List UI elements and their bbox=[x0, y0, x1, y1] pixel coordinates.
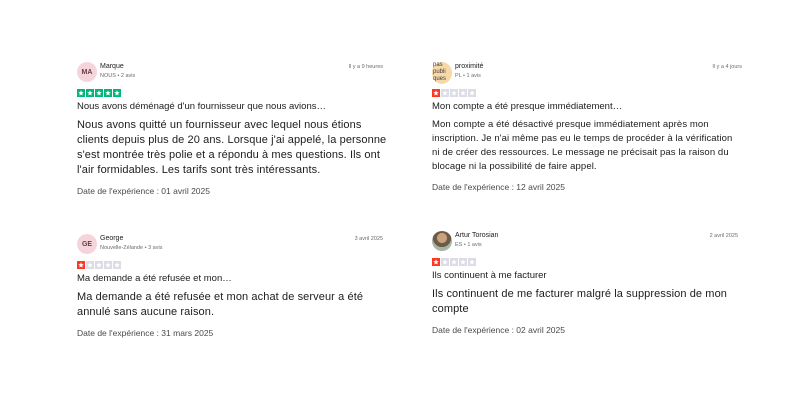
star-rating bbox=[77, 89, 387, 97]
review-date: Il y a 9 heures bbox=[348, 64, 383, 70]
review-date: 2 avril 2025 bbox=[709, 233, 738, 239]
avatar[interactable]: MA bbox=[77, 62, 97, 82]
star-rating bbox=[432, 89, 742, 97]
review-body: Mon compte a été désactivé presque immédiatement après mon inscription. Je n'ai même pas eu le temps de procéder à la vérification ni de créer des ressources. Le message ne précisait pas la raison du blocage ni la possibilité de faire appel. bbox=[432, 119, 733, 172]
star-rating bbox=[432, 258, 742, 266]
star-icon bbox=[432, 89, 440, 97]
avatar[interactable]: GE bbox=[77, 234, 97, 254]
experience-date: Date de l'expérience : 01 avril 2025 bbox=[77, 186, 210, 196]
reviewer-meta: ES • 1 avis bbox=[455, 242, 482, 248]
reviewer-name[interactable]: George bbox=[100, 235, 124, 242]
reviewer-meta: PL • 1 avis bbox=[455, 73, 481, 79]
review-title[interactable]: Ma demande a été refusée et mon… bbox=[77, 273, 232, 284]
star-icon bbox=[86, 89, 94, 97]
star-icon bbox=[104, 261, 112, 269]
review-card bbox=[77, 234, 387, 338]
star-icon bbox=[86, 261, 94, 269]
review-card bbox=[432, 62, 742, 192]
review-card bbox=[432, 231, 742, 335]
star-icon bbox=[77, 89, 85, 97]
star-icon bbox=[104, 89, 112, 97]
star-icon bbox=[95, 261, 103, 269]
review-title[interactable]: Nous avons déménagé d'un fournisseur que nous avions… bbox=[77, 101, 326, 112]
star-icon bbox=[113, 89, 121, 97]
reviewer-name[interactable]: proximité bbox=[455, 63, 484, 70]
reviewer-meta: NOUS • 2 avis bbox=[100, 73, 136, 79]
review-date: 3 avril 2025 bbox=[354, 236, 383, 242]
experience-date: Date de l'expérience : 02 avril 2025 bbox=[432, 325, 565, 335]
star-icon bbox=[468, 89, 476, 97]
review-body: Ma demande a été refusée et mon achat de serveur a été annulé sans aucune raison. bbox=[77, 291, 364, 318]
star-icon bbox=[441, 258, 449, 266]
reviewer-name[interactable]: Artur Torosian bbox=[455, 232, 499, 239]
avatar[interactable] bbox=[432, 231, 452, 251]
star-icon bbox=[113, 261, 121, 269]
review-body: Ils continuent de me facturer malgré la suppression de mon compte bbox=[432, 288, 728, 315]
review-card bbox=[77, 62, 387, 196]
avatar[interactable]: pas publi ques bbox=[432, 62, 452, 84]
review-header bbox=[432, 62, 742, 86]
review-header bbox=[77, 234, 387, 258]
star-icon bbox=[459, 89, 467, 97]
reviewer-meta: Nouvelle-Zélande • 3 avis bbox=[100, 245, 163, 251]
star-icon bbox=[95, 89, 103, 97]
star-icon bbox=[441, 89, 449, 97]
star-icon bbox=[432, 258, 440, 266]
review-header bbox=[77, 62, 387, 86]
star-icon bbox=[468, 258, 476, 266]
experience-date: Date de l'expérience : 31 mars 2025 bbox=[77, 328, 214, 338]
star-icon bbox=[450, 258, 458, 266]
review-title[interactable]: Ils continuent à me facturer bbox=[432, 270, 547, 281]
review-body: Nous avons quitté un fournisseur avec lequel nous étions clients depuis plus de 20 ans. Lorsque j'ai appelé, la personne s'est montrée très polie et a répondu à mes questions. Ils ont l'air formidables. Les tarifs sont très intéressants. bbox=[77, 119, 387, 176]
review-header bbox=[432, 231, 742, 255]
star-icon bbox=[450, 89, 458, 97]
star-icon bbox=[77, 261, 85, 269]
star-rating bbox=[77, 261, 387, 269]
reviewer-name[interactable]: Marque bbox=[100, 63, 124, 70]
star-icon bbox=[459, 258, 467, 266]
review-title[interactable]: Mon compte a été presque immédiatement… bbox=[432, 101, 623, 112]
review-date: Il y a 4 jours bbox=[712, 64, 742, 70]
experience-date: Date de l'expérience : 12 avril 2025 bbox=[432, 182, 565, 192]
